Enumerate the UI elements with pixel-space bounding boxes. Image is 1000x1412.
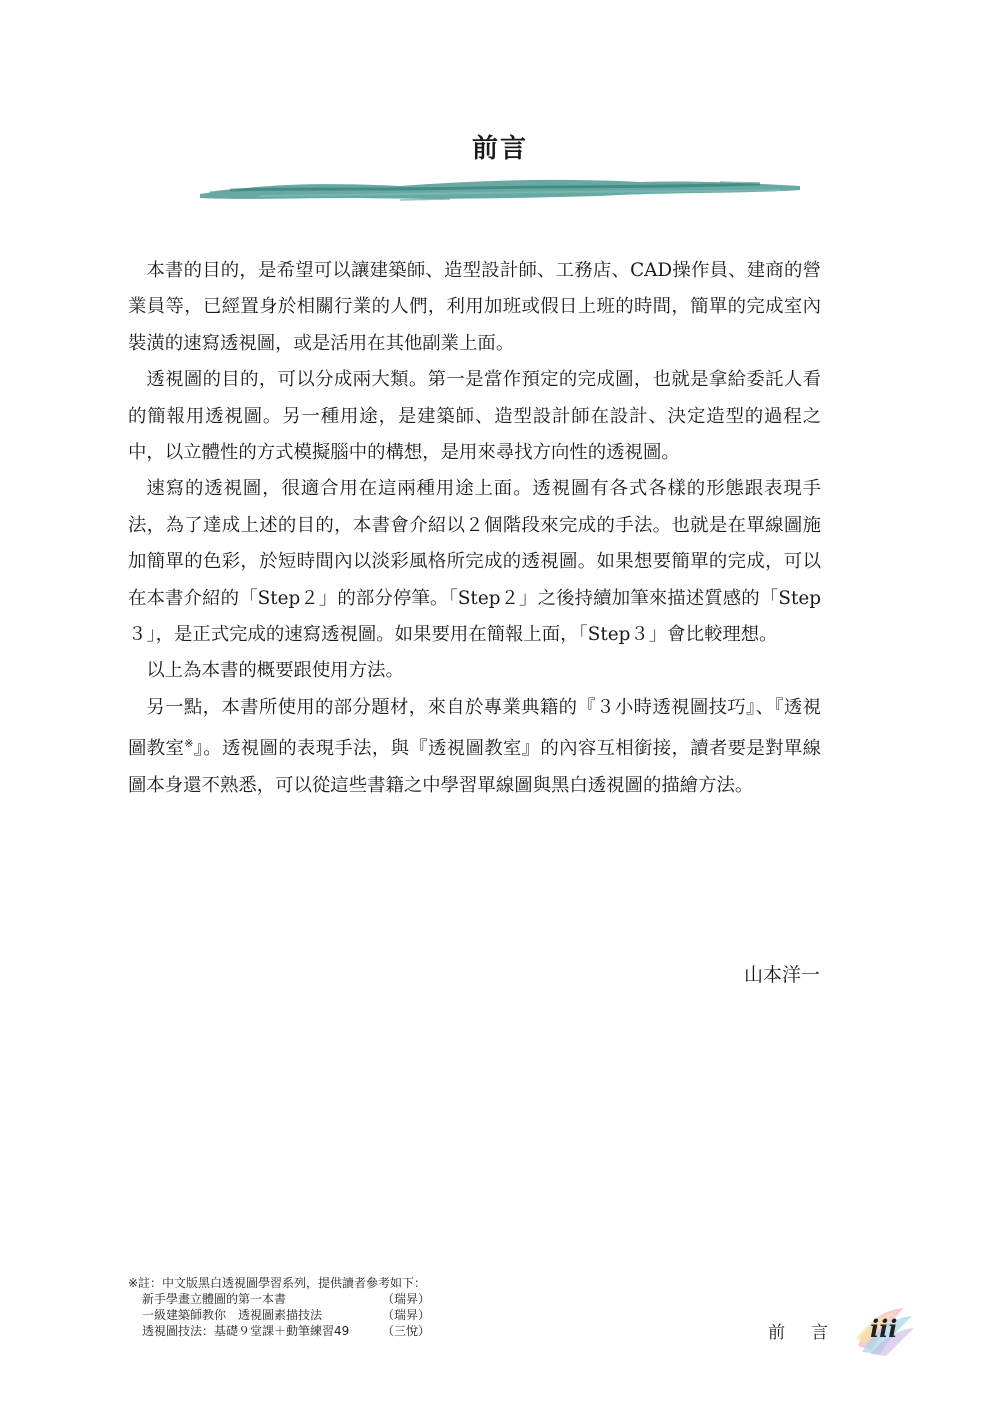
book-title: 新手學畫立體圖的第一本書 (142, 1292, 287, 1306)
book-title: 透視圖技法：基礎９堂課＋動筆練習49 (142, 1324, 350, 1338)
footnote-mark: ※ (184, 737, 194, 751)
page-number-badge (852, 1302, 916, 1358)
paragraph-5 (128, 690, 821, 804)
paragraph-5-text-b: 』。透視圖的表現手法，與『透視圖教室』的內容互相銜接，讀者要是對單線圖本身還不熟悉，可以從這些書籍之中學習單線圖與黑白透視圖的描繪方法。 (128, 738, 821, 796)
footnote-book-row (128, 1291, 430, 1307)
page-title: 前言 (471, 134, 528, 164)
footnote-book-row (128, 1307, 430, 1323)
book-publisher: （三悅） (382, 1324, 431, 1338)
book-publisher: （瑞昇） (382, 1308, 431, 1322)
paragraph-4: 以上為本書的概要跟使用方法。 (146, 660, 404, 682)
book-publisher: （瑞昇） (382, 1292, 431, 1306)
author-name: 山本洋一 (743, 964, 820, 986)
preface-body (128, 253, 821, 804)
paragraph-1: 本書的目的，是希望可以讓建築師、造型設計師、工務店、CAD操作員、建商的營業員等，已經置身於相關行業的人們，利用加班或假日上班的時間，簡單的完成室內裝潢的速寫透視圖，或是活用在其他副業上面。 (128, 260, 821, 354)
footnote-header: ※註：中文版黑白透視圖學習系列，提供讀者參考如下： (128, 1276, 427, 1290)
paragraph-3: 速寫的透視圖，很適合用在這兩種用途上面。透視圖有各式各樣的形態跟表現手法，為了達成上述的目的，本書會介紹以２個階段來完成的手法。也就是在單線圖施加簡單的色彩，於短時間內以淡彩風格所完成的透視圖。如果想要簡單的完成，可以在本書介紹的「Step２」的部分停筆。「Step２」之後持續加筆來描述質感的「Step３」，是正式完成的速寫透視圖。如果要用在簡報上面，「Step３」會比較理想。 (128, 478, 821, 646)
paragraph-2: 透視圖的目的，可以分成兩大類。第一是當作預定的完成圖，也就是拿給委託人看的簡報用透視圖。另一種用途，是建築師、造型設計師在設計、決定造型的過程之中，以立體性的方式模擬腦中的構想，是用來尋找方向性的透視圖。 (128, 369, 821, 464)
footnote-book-row (128, 1323, 430, 1339)
footer-section-label: 前言 (768, 1323, 854, 1343)
page-number: iii (870, 1314, 898, 1343)
paragraph-5-text-a: 另一點，本書所使用的部分題材，來自於專業典籍的『３小時透視圖技巧』、『透視圖教室 (128, 696, 821, 760)
footnote-block (128, 1275, 430, 1339)
book-title: 一級建築師教你 透視圖素描技法 (142, 1308, 323, 1322)
brush-stroke-decoration (200, 172, 800, 206)
